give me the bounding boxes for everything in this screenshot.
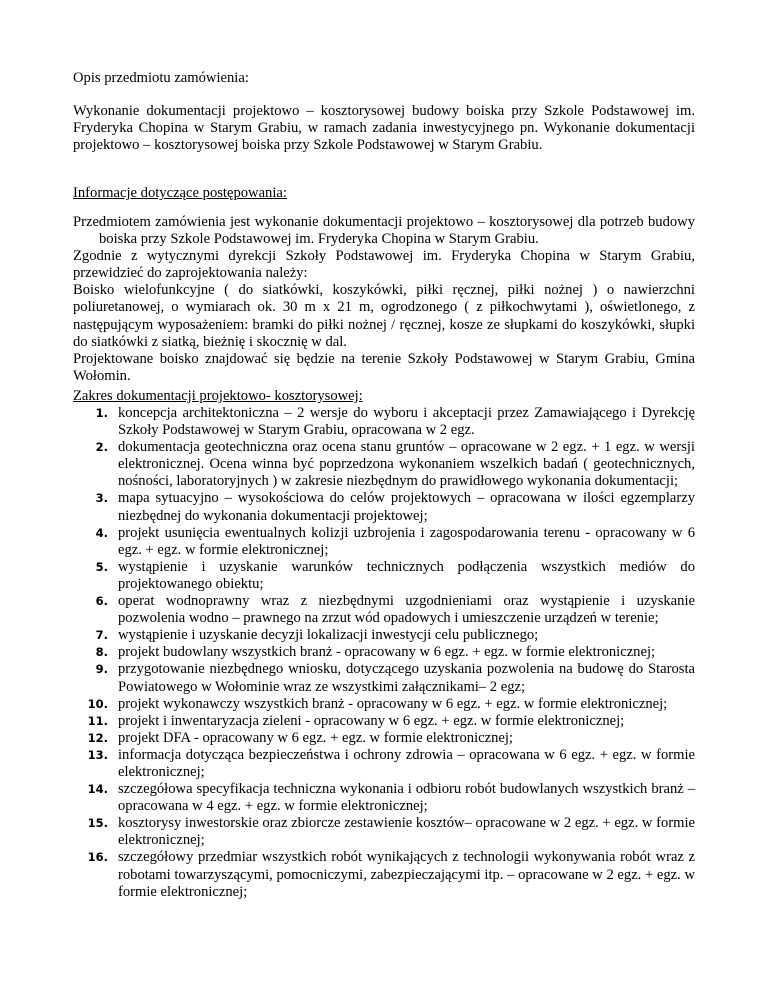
list-item-text: wystąpienie i uzyskanie warunków technicznych podłączenia wszystkich mediów do projektowanego obiektu; (118, 558, 695, 592)
list-item-number: 14. (87, 782, 108, 797)
scope-list (73, 405, 695, 901)
list-item-text: wystąpienie i uzyskanie decyzji lokalizacji inwestycji celu publicznego; (118, 627, 539, 644)
proceedings-title: Informacje dotyczące postępowania: (73, 185, 287, 201)
list-item-text: projekt usunięcia ewentualnych kolizji uzbrojenia i zagospodarowania terenu - opracowany w 6 egz. + egz. w formie elektronicznej; (118, 524, 695, 558)
list-item-text: szczegółowa specyfikacja techniczna wykonania i odbioru robót budowlanych wszystkich branż – opracowana w 4 egz. + egz. w formie elektronicznej; (118, 781, 695, 815)
list-item-number: 4. (95, 525, 108, 540)
list-item (73, 627, 695, 644)
list-item (73, 559, 695, 593)
list-item (73, 713, 695, 730)
list-item-text: dokumentacja geotechniczna oraz ocena stanu gruntów – opracowane w 2 egz. + 1 egz. w wersji elektronicznej. Ocena winna być poprzedzona wykonaniem wszelkich badań ( geotechnicznych, nośności, laboratoryjnych ) w zakresie niezbędnym do prawidłowego wykonania dokumentacji; (118, 439, 695, 490)
list-item-text: mapa sytuacyjno – wysokościowa do celów projektowych – opracowana w ilości egzemplarzy niezbędnej do wykonania dokumentacji projektowej; (118, 490, 695, 524)
list-item-number: 12. (87, 730, 108, 745)
list-item-text: szczegółowy przedmiar wszystkich robót wynikających z technologii wykonywania robót wraz z robotami towarzyszącymi, pomocniczymi, zabezpieczającymi itp. – opracowane w 2 egz. + egz. w formie elektronicznej; (118, 849, 695, 900)
proceedings-section (73, 214, 695, 385)
subject-paragraph: Przedmiotem zamówienia jest wykonanie dokumentacji projektowo – kosztorysowej dla potrzeb budowy boiska przy Szkole Podstawowej im. Fryderyka Chopina w Starym Grabiu. (73, 214, 695, 248)
list-item (73, 696, 695, 713)
list-item-number: 16. (87, 850, 108, 865)
list-item (73, 405, 695, 439)
intro-paragraph: Wykonanie dokumentacji projektowo – kosztorysowej budowy boiska przy Szkole Podstawowej im. Fryderyka Chopina w Starym Grabiu, w ramach zadania inwestycyjnego pn. Wykonanie dokumentacji projektowo – kosztorysowej boiska przy Szkole Podstawowej w Starym Grabiu. (73, 103, 695, 154)
list-item (73, 730, 695, 747)
list-item-text: kosztorysy inwestorskie oraz zbiorcze zestawienie kosztów– opracowane w 2 egz. + egz. w formie elektronicznej; (118, 815, 695, 849)
list-item (73, 525, 695, 559)
list-item-number: 8. (95, 645, 108, 660)
list-item-number: 2. (95, 440, 108, 455)
list-item-number: 9. (95, 662, 108, 677)
scope-section (73, 405, 695, 901)
location-paragraph: Projektowane boisko znajdować się będzie na terenie Szkoły Podstawowej w Starym Grabiu, Gmina Wołomin. (73, 350, 695, 384)
list-item (73, 781, 695, 815)
list-item-number: 5. (95, 559, 108, 574)
list-item-number: 7. (95, 628, 108, 643)
list-item-number: 10. (87, 696, 108, 711)
list-item-text: informacja dotycząca bezpieczeństwa i ochrony zdrowia – opracowana w 6 egz. + egz. w formie elektronicznej; (118, 746, 695, 780)
list-item (73, 747, 695, 781)
list-item-text: przygotowanie niezbędnego wniosku, dotyczącego uzyskania pozwolenia na budowę do Starosta Powiatowego w Wołominie wraz ze wszystkimi załącznikami– 2 egz; (118, 661, 695, 695)
pitch-description-paragraph: Boisko wielofunkcyjne ( do siatkówki, koszykówki, piłki ręcznej, piłki nożnej ) o nawierzchni poliuretanowej, o wymiarach ok. 30 m x 21 m, ogrodzonego ( z piłkochwytami ), oświetlonego, z następującym wyposażeniem: bramki do piłki nożnej / ręcznej, kosze ze słupkami do koszykówki, słupki do siatkówki z siatką, bieżnię i skocznię w dal. (73, 282, 695, 350)
list-item (73, 644, 695, 661)
list-item-number: 3. (95, 491, 108, 506)
list-item-text: projekt DFA - opracowany w 6 egz. + egz. w formie elektronicznej; (118, 729, 513, 746)
list-item (73, 439, 695, 490)
list-item (73, 849, 695, 900)
list-item-number: 11. (87, 713, 108, 728)
list-item (73, 661, 695, 695)
list-item-text: projekt budowlany wszystkich branż - opracowany w 6 egz. + egz. w formie elektronicznej; (118, 644, 656, 661)
list-item (73, 593, 695, 627)
list-item (73, 490, 695, 524)
scope-title: Zakres dokumentacji projektowo- kosztorysowej: (73, 388, 363, 404)
list-item-text: projekt i inwentaryzacja zieleni - opracowany w 6 egz. + egz. w formie elektronicznej; (118, 712, 625, 729)
list-item-number: 13. (87, 747, 108, 762)
document-heading: Opis przedmiotu zamówienia: (73, 70, 249, 86)
list-item-text: projekt wykonawczy wszystkich branż - opracowany w 6 egz. + egz. w formie elektronicznej; (118, 695, 668, 712)
guidelines-paragraph: Zgodnie z wytycznymi dyrekcji Szkoły Podstawowej im. Fryderyka Chopina w Starym Grabiu, przewidzieć do zaprojektowania należy: (73, 248, 695, 282)
list-item (73, 815, 695, 849)
list-item-text: operat wodnoprawny wraz z niezbędnymi uzgodnieniami oraz wystąpienie i uzyskanie pozwolenia wodno – prawnego na zrzut wód opadowych i umieszczenie urządzeń w terenie; (118, 593, 695, 627)
list-item-number: 15. (87, 816, 108, 831)
list-item-text: koncepcja architektoniczna – 2 wersje do wyboru i akceptacji przez Zamawiającego i Dyrekcję Szkoły Podstawowej w Starym Grabiu, opracowana w 2 egz. (118, 405, 695, 439)
list-item-number: 1. (95, 406, 108, 420)
list-item-number: 6. (95, 594, 108, 609)
